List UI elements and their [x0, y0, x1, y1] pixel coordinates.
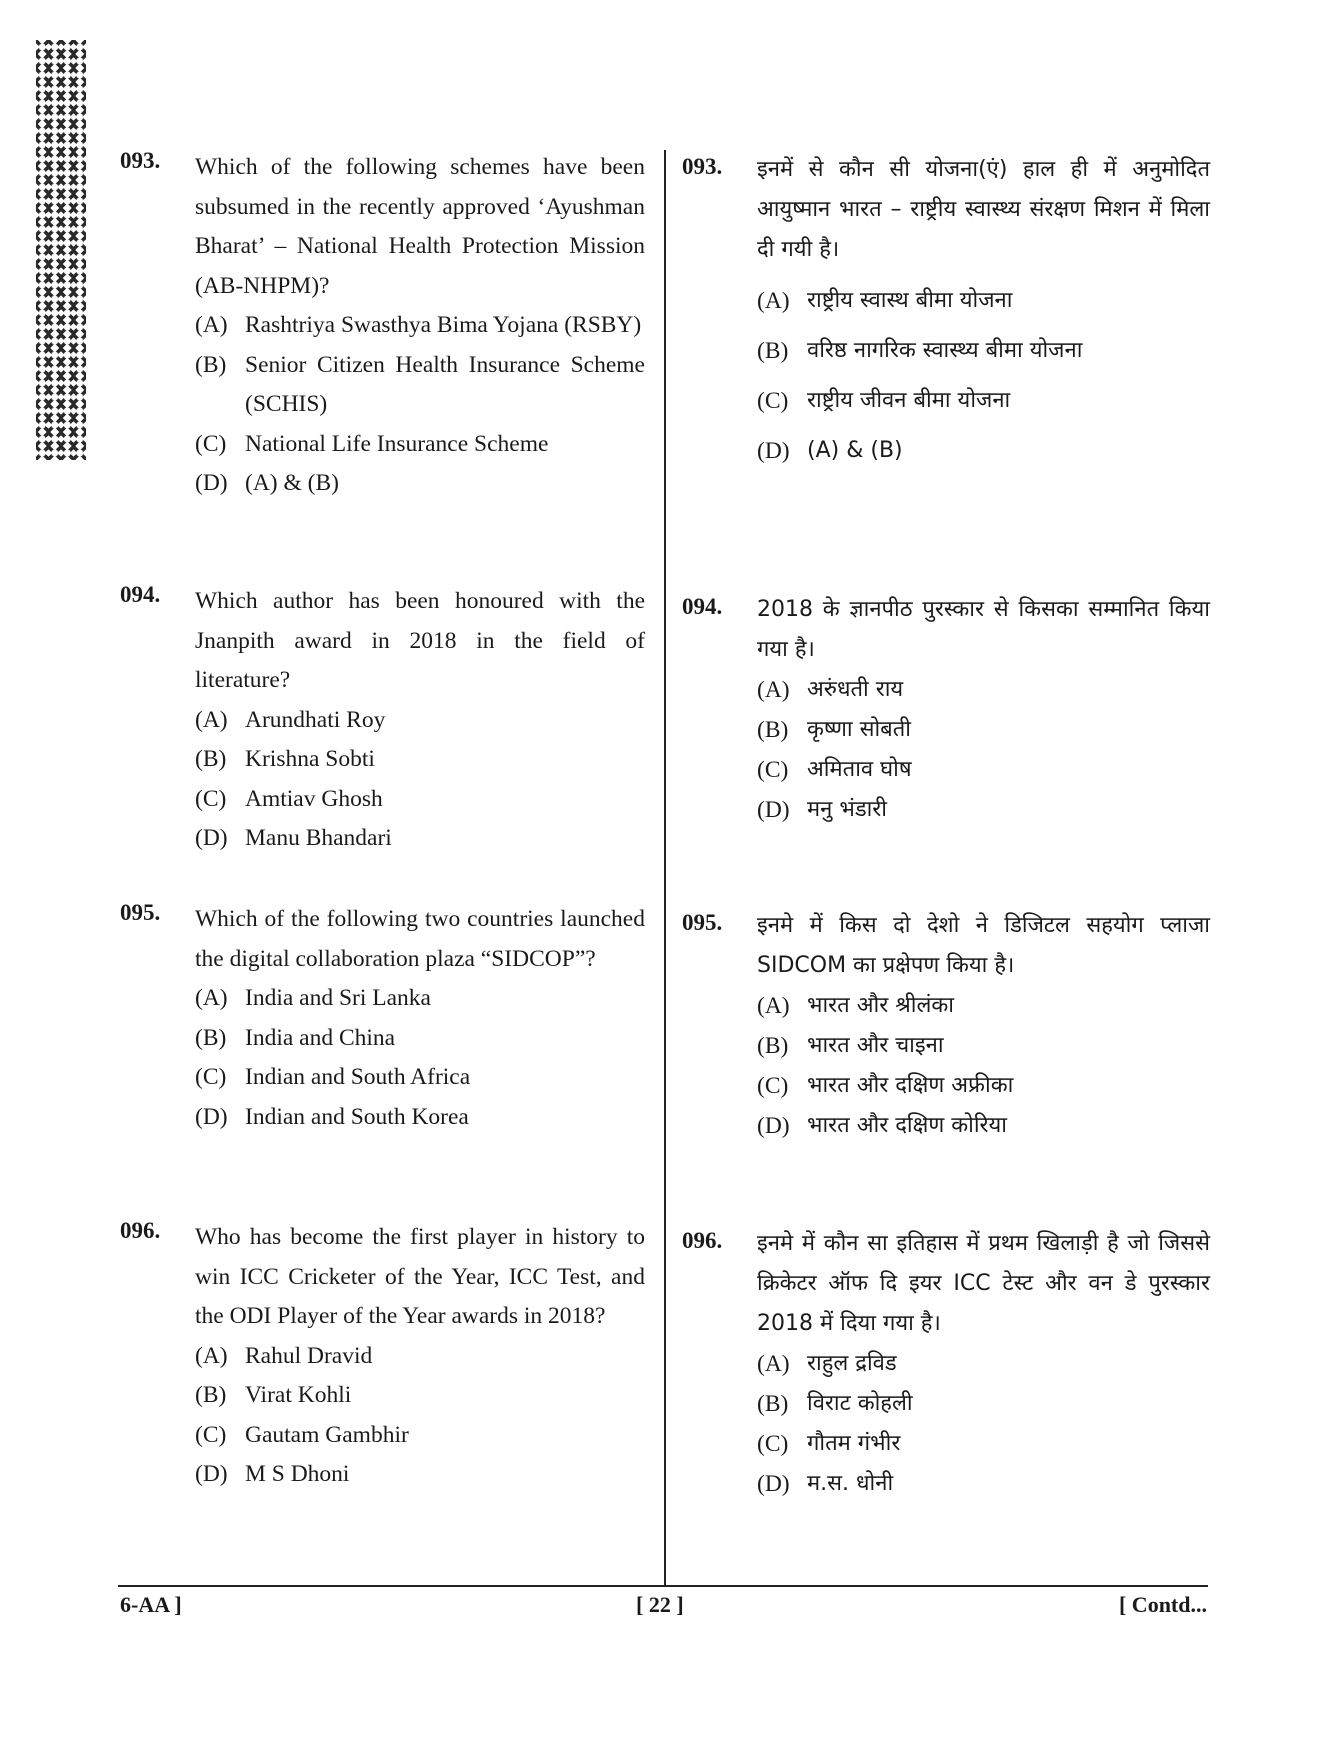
- question-stem: Which of the following schemes have been subsumed in the recently approved ‘Ayushman Bharat’ – National Health Protection Mission (AB-NHPM)?: [195, 154, 645, 299]
- options-list: [757, 986, 1210, 1146]
- question-stem: 2018 के ज्ञानपीठ पुरस्कार से किसका सम्मानित किया गया है।: [757, 597, 1210, 662]
- option-a: (A) अरुंधती राय: [757, 677, 904, 703]
- option-c: (C) गौतम गंभीर: [757, 1431, 901, 1457]
- option-c: (C) Indian and South Africa: [195, 1064, 471, 1090]
- option-c: (C) अमिताव घोष: [757, 757, 912, 783]
- question-095-en: [120, 900, 645, 1137]
- option-c: (C) Amtiav Ghosh: [195, 785, 383, 812]
- option-c: (C) राष्ट्रीय जीवन बीमा योजना: [757, 388, 1011, 414]
- option-b: (B) Krishna Sobti: [195, 746, 375, 772]
- booklet-code: 6-AA ]: [120, 1592, 182, 1617]
- question-094-en: [120, 582, 645, 859]
- option-c: (C) National Life Insurance Scheme: [195, 430, 549, 457]
- option-b: (B) Virat Kohli: [195, 1382, 352, 1408]
- continued-label: [ Contd...: [1118, 1592, 1207, 1617]
- option-d: (D) (A) & (B): [757, 438, 903, 464]
- option-b: (B) वरिष्ठ नागरिक स्वास्थ्य बीमा योजना: [757, 338, 1083, 364]
- question-093-en: [120, 148, 645, 504]
- option-b: (B) Senior Citizen Health Insurance Scheme (SCHIS): [195, 351, 645, 417]
- option-d: (D) (A) & (B): [195, 470, 339, 496]
- question-096-en: [120, 1218, 645, 1495]
- options-list: [757, 670, 1210, 830]
- question-number: 093.: [120, 148, 161, 173]
- option-d: (D) Manu Bhandari: [195, 825, 392, 851]
- option-d: (D) भारत और दक्षिण कोरिया: [757, 1113, 1007, 1139]
- page-number: [ 22 ]: [636, 1592, 684, 1617]
- question-093-hi: [682, 150, 1210, 476]
- question-number: 095.: [682, 910, 723, 935]
- question-stem: Which author has been honoured with the Jnanpith award in 2018 in the field of literature?: [195, 588, 645, 693]
- option-b: (B) भारत और चाइना: [757, 1033, 944, 1059]
- option-c: (C) भारत और दक्षिण अफ्रीका: [757, 1073, 1014, 1099]
- option-b: (B) कृष्णा सोबती: [757, 717, 911, 743]
- question-stem: Who has become the first player in history to win ICC Cricketer of the Year, ICC Test, and the ODI Player of the Year awards in 2018?: [195, 1224, 645, 1329]
- options-list: [195, 979, 645, 1137]
- question-stem: इनमे में कौन सा इतिहास में प्रथम खिलाड़ी है जो जिससे क्रिकेटर ऑफ दि इयर ICC टेस्ट और वन डे पुरस्कार 2018 में दिया गया है।: [757, 1231, 1210, 1336]
- margin-decorative-pattern: [36, 40, 86, 460]
- question-stem: इनमें से कौन सी योजना(एं) हाल ही में अनुमोदित आयुष्मान भारत – राष्ट्रीय स्वास्थ्य संरक्षण मिशन में मिला दी गयी है।: [757, 157, 1210, 262]
- question-number: 095.: [120, 900, 161, 925]
- footer-rule: [118, 1585, 1208, 1587]
- question-number: 096.: [682, 1228, 723, 1253]
- option-a: (A) Rashtriya Swasthya Bima Yojana (RSBY): [195, 312, 642, 338]
- column-divider: [664, 150, 666, 1585]
- question-number: 094.: [120, 582, 161, 607]
- option-d: (D) M S Dhoni: [195, 1461, 350, 1487]
- option-d: (D) Indian and South Korea: [195, 1103, 469, 1130]
- option-a: (A) राष्ट्रीय स्वास्थ बीमा योजना: [757, 288, 1013, 314]
- question-number: 096.: [120, 1218, 161, 1243]
- options-list: [757, 276, 1210, 476]
- option-a: (A) राहुल द्रविड: [757, 1351, 897, 1377]
- options-list: [195, 701, 645, 859]
- question-094-hi: [682, 590, 1210, 830]
- question-number: 094.: [682, 594, 723, 619]
- options-list: [195, 306, 645, 504]
- question-095-hi: [682, 906, 1210, 1146]
- option-b: (B) विराट कोहली: [757, 1391, 913, 1417]
- question-096-hi: [682, 1224, 1210, 1504]
- option-b: (B) India and China: [195, 1024, 396, 1051]
- question-number: 093.: [682, 154, 723, 179]
- options-list: [757, 1344, 1210, 1504]
- question-stem: इनमे में किस दो देशो ने डिजिटल सहयोग प्लाजा SIDCOM का प्रक्षेपण किया है।: [757, 913, 1210, 978]
- question-stem: Which of the following two countries launched the digital collaboration plaza “SIDCOP”?: [195, 906, 645, 972]
- options-list: [195, 1337, 645, 1495]
- option-a: (A) Rahul Dravid: [195, 1342, 373, 1369]
- option-d: (D) मनु भंडारी: [757, 797, 887, 823]
- option-c: (C) Gautam Gambhir: [195, 1421, 409, 1448]
- option-a: (A) India and Sri Lanka: [195, 985, 431, 1011]
- option-a: (A) भारत और श्रीलंका: [757, 993, 954, 1019]
- option-d: (D) म.स. धोनी: [757, 1471, 894, 1497]
- option-a: (A) Arundhati Roy: [195, 706, 386, 733]
